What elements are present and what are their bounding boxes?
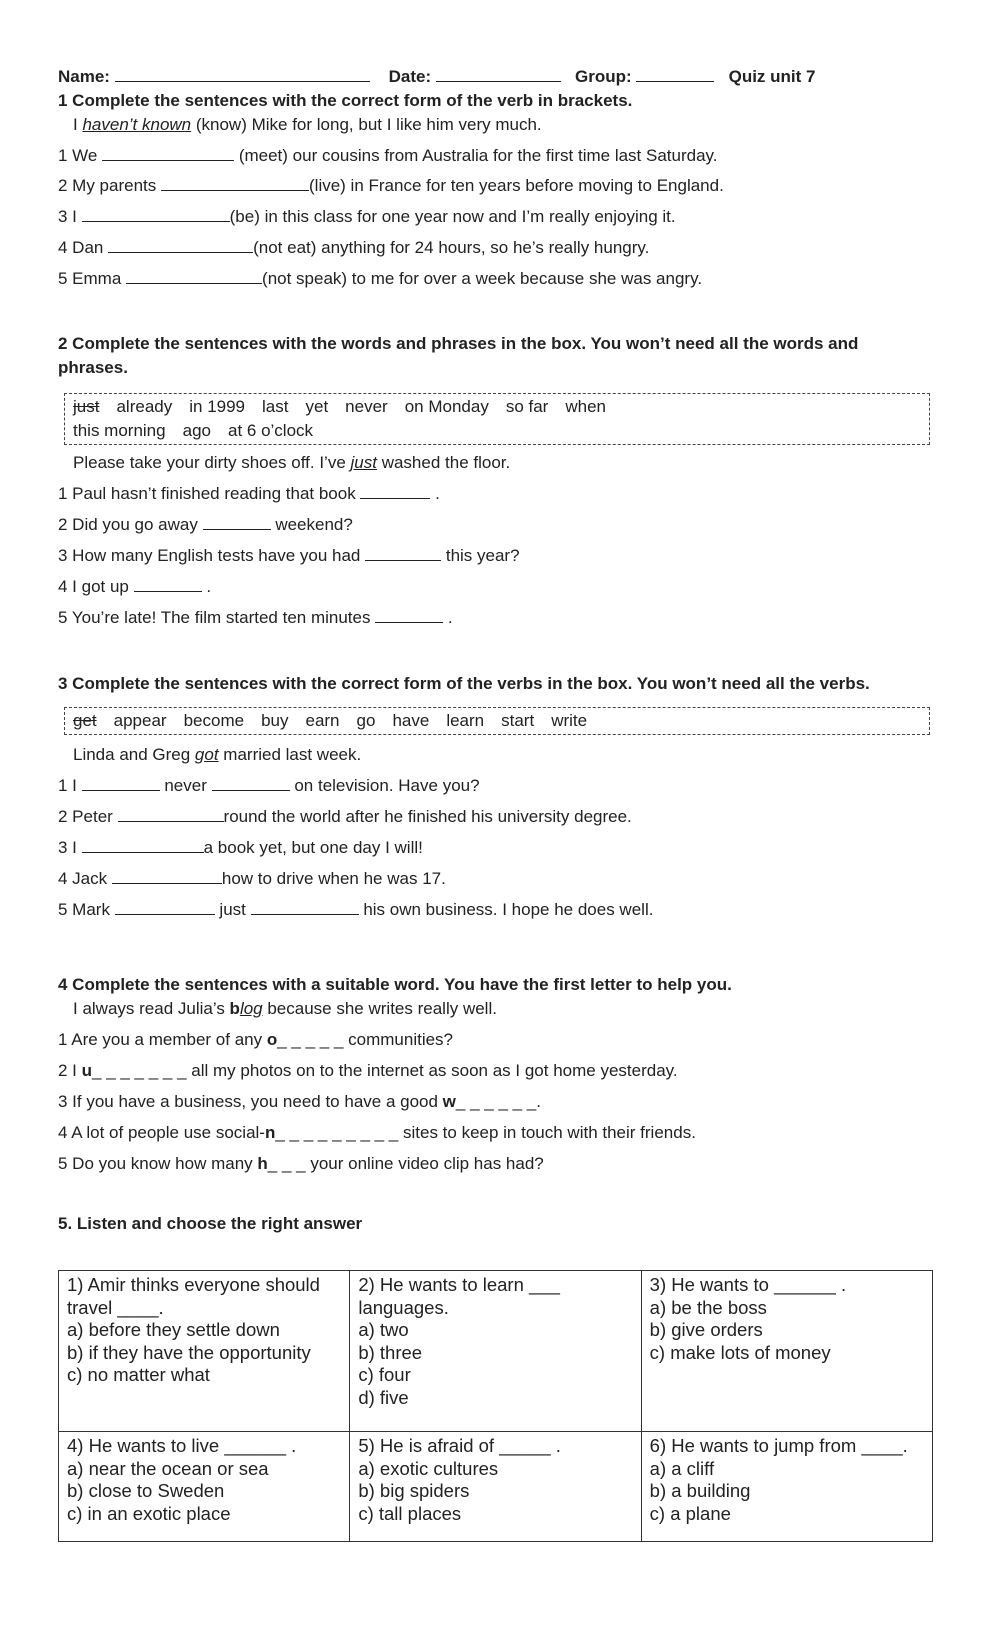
question-text: 6) He wants to jump from ____. (649, 1435, 908, 1456)
section2-item (58, 483, 440, 505)
letter-blanks[interactable]: _ _ _ _ _ (277, 1030, 344, 1049)
answer-option[interactable]: c) make lots of money (649, 1341, 831, 1363)
section1-example (73, 114, 542, 136)
word-box-item: yet (305, 397, 329, 416)
section1-item (58, 237, 649, 259)
answer-option[interactable]: b) a building (649, 1480, 751, 1501)
item-text: 4 A lot of people use social- (58, 1123, 265, 1142)
word-box-row (73, 419, 921, 443)
verb-box-item: appear (113, 711, 167, 730)
word-box-item: already (116, 397, 173, 416)
first-letter: u (81, 1061, 93, 1080)
item-text: weekend? (270, 515, 353, 534)
item-text: 3 How many English tests have you had (58, 546, 366, 565)
question-text: 2) He wants to learn ___ (358, 1274, 560, 1295)
item-text: 1 We (58, 146, 103, 165)
answer-option[interactable]: d) five (358, 1386, 409, 1408)
answer-option[interactable]: c) tall places (358, 1502, 462, 1524)
item-text: how to drive when he was 17. (221, 869, 446, 888)
word-box-item: so far (505, 397, 549, 416)
section3-item (58, 837, 423, 859)
section4-heading: 4 Complete the sentences with a suitable word. You have the first letter to help you. (58, 975, 732, 994)
item-text: (meet) our cousins from Australia for the first time last Saturday. (234, 146, 718, 165)
question-cell (59, 1432, 350, 1542)
section2-item (58, 607, 453, 629)
answer-option[interactable]: c) four (358, 1364, 411, 1385)
item-text: 3 I (58, 207, 82, 226)
question-text: 4) He wants to live ______ . (67, 1435, 297, 1456)
name-field[interactable] (115, 66, 370, 82)
item-text: 1 Are you a member of any (58, 1030, 267, 1049)
answer-option[interactable]: c) no matter what (67, 1364, 210, 1385)
table-row (59, 1432, 933, 1542)
answer-option[interactable]: c) in an exotic place (67, 1502, 231, 1524)
answer-blank[interactable] (360, 483, 430, 499)
word-box-item: when (565, 397, 606, 416)
word-box-item: just (73, 397, 100, 416)
answer-option[interactable]: a) two (358, 1319, 409, 1340)
word-box (64, 393, 930, 445)
answer-blank[interactable] (161, 175, 309, 191)
answer-option[interactable]: a) be the boss (649, 1296, 767, 1318)
section3-heading: 3 Complete the sentences with the correct form of the verbs in the box. You won’t need all the verbs. (58, 674, 870, 693)
answer-option[interactable]: c) a plane (649, 1502, 731, 1524)
letter-blanks[interactable]: _ _ _ (267, 1154, 306, 1173)
verb-box-item: earn (305, 711, 340, 730)
example-text: Please take your dirty shoes off. I’ve (73, 453, 351, 472)
item-text: 2 Did you go away (58, 515, 203, 534)
answer-blank[interactable] (108, 237, 253, 253)
question-text: 5) He is afraid of _____ . (358, 1435, 561, 1456)
first-letter: n (264, 1123, 276, 1142)
answer-blank[interactable] (365, 545, 441, 561)
answer-option[interactable]: b) big spiders (358, 1480, 470, 1501)
item-text: 5 Mark (58, 900, 115, 919)
section4-example (73, 998, 497, 1020)
item-text: on television. Have you? (289, 776, 480, 795)
section3-item (58, 899, 653, 921)
name-label: Name: (58, 67, 110, 86)
item-text: . (536, 1092, 541, 1111)
example-answer: got (194, 745, 219, 764)
word-box-item: at 6 o’clock (227, 421, 314, 440)
section1-heading: 1 Complete the sentences with the correct form of the verb in brackets. (58, 91, 633, 110)
date-field[interactable] (436, 66, 561, 82)
question-cell (59, 1271, 350, 1432)
item-text: 5 Emma (58, 269, 127, 288)
word-box-item: in 1999 (189, 397, 246, 416)
section1-item (58, 206, 676, 228)
answer-blank[interactable] (82, 775, 160, 791)
verb-box-item: become (183, 711, 245, 730)
word-box-item: last (262, 397, 289, 416)
section4-item (58, 1122, 696, 1144)
example-text: washed the floor. (376, 453, 511, 472)
group-label: Group: (575, 67, 632, 86)
first-letter: h (257, 1154, 268, 1173)
word-box-row (73, 395, 921, 419)
example-answer: haven’t known (82, 115, 192, 134)
example-text: Linda and Greg (73, 745, 195, 764)
answer-option[interactable]: a) before they settle down (67, 1319, 280, 1340)
section4-item (58, 1060, 678, 1082)
item-text: (not speak) to me for over a week because she was angry. (262, 269, 703, 288)
question-text: 1) Amir thinks everyone should (67, 1274, 320, 1295)
example-text: (know) Mike for long, but I like him very much. (191, 115, 542, 134)
item-text: 4 Dan (58, 238, 109, 257)
group-field[interactable] (636, 66, 714, 82)
item-text: his own business. I hope he does well. (358, 900, 654, 919)
word-box-item: ago (182, 421, 211, 440)
answer-blank[interactable] (375, 607, 443, 623)
example-text: because she writes really well. (262, 999, 497, 1018)
section1-item (58, 268, 702, 290)
example-answer: just (350, 453, 377, 472)
item-text: (be) in this class for one year now and I’m really enjoying it. (229, 207, 676, 226)
item-text: 2 I (58, 1061, 82, 1080)
word-box-item: on Monday (404, 397, 489, 416)
item-text: 2 My parents (58, 176, 161, 195)
answer-option[interactable]: b) close to Sweden (67, 1480, 225, 1501)
header-row (58, 66, 815, 88)
section2-heading-cont: phrases. (58, 358, 128, 377)
answer-option[interactable]: b) if they have the opportunity (67, 1341, 311, 1363)
first-letter: o (266, 1030, 278, 1049)
item-text: 5 Do you know how many (58, 1154, 258, 1173)
answer-option[interactable]: a) a cliff (649, 1457, 715, 1479)
item-text: 5 You’re late! The film started ten minutes (58, 608, 376, 627)
answer-blank[interactable] (212, 775, 290, 791)
item-text: never (159, 776, 212, 795)
item-text: your online video clip has had? (305, 1154, 544, 1173)
section2-item (58, 514, 353, 536)
verb-box-item: have (392, 711, 430, 730)
item-text: 4 Jack (58, 869, 112, 888)
word-box-item: never (345, 397, 388, 416)
question-cell (641, 1432, 932, 1542)
section2-item (58, 576, 211, 598)
word-box-item: this morning (73, 421, 166, 440)
answer-blank[interactable] (126, 268, 262, 284)
question-cell (350, 1271, 641, 1432)
example-text: I always read Julia’s (73, 999, 230, 1018)
section1-item (58, 145, 718, 167)
answer-blank[interactable] (82, 206, 230, 222)
example-answer: log (239, 999, 263, 1018)
answer-option[interactable]: a) near the ocean or sea (67, 1457, 269, 1479)
item-text: 1 I (58, 776, 82, 795)
section3-item (58, 775, 480, 797)
quiz-title: Quiz unit 7 (728, 67, 816, 86)
listening-table (58, 1270, 933, 1542)
verb-box-item: write (551, 711, 588, 730)
section2-item (58, 545, 520, 567)
verb-box-item: learn (446, 711, 485, 730)
first-letter: w (442, 1092, 456, 1111)
item-text: . (443, 608, 453, 627)
answer-blank[interactable] (134, 576, 202, 592)
item-text: this year? (441, 546, 520, 565)
question-cell (350, 1432, 641, 1542)
first-letter: b (229, 999, 240, 1018)
section4-item (58, 1029, 453, 1051)
answer-blank[interactable] (203, 514, 271, 530)
section4-item (58, 1091, 541, 1113)
answer-option[interactable]: a) exotic cultures (358, 1457, 499, 1479)
example-text: married last week. (218, 745, 362, 764)
question-text: languages. (358, 1296, 449, 1318)
item-text: 4 I got up (58, 577, 134, 596)
answer-blank[interactable] (115, 899, 215, 915)
letter-blanks[interactable]: _ _ _ _ _ _ _ (92, 1061, 187, 1080)
verb-box-item: buy (261, 711, 289, 730)
item-text: 2 Peter (58, 807, 118, 826)
item-text: 1 Paul hasn’t finished reading that book (58, 484, 361, 503)
section2-example (73, 452, 510, 474)
item-text: (live) in France for ten years before moving to England. (309, 176, 724, 195)
item-text: communities? (343, 1030, 454, 1049)
section3-item (58, 806, 632, 828)
example-text: I (73, 115, 83, 134)
item-text: round the world after he finished his university degree. (223, 807, 632, 826)
item-text: all my photos on to the internet as soon as I got home yesterday. (186, 1061, 678, 1080)
answer-blank[interactable] (251, 899, 359, 915)
item-text: sites to keep in touch with their friends. (398, 1123, 696, 1142)
item-text: . (430, 484, 440, 503)
verb-box (64, 707, 930, 735)
item-text: . (201, 577, 212, 596)
section4-item (58, 1153, 544, 1175)
section3-example (73, 744, 361, 766)
section5-heading: 5. Listen and choose the right answer (58, 1214, 363, 1233)
verb-box-item: go (356, 711, 376, 730)
section1-item (58, 175, 724, 197)
answer-option[interactable]: b) give orders (649, 1319, 763, 1340)
letter-blanks[interactable]: _ _ _ _ _ _ _ _ _ (275, 1123, 399, 1142)
answer-blank[interactable] (118, 806, 224, 822)
item-text: 3 I (58, 838, 82, 857)
answer-option[interactable]: b) three (358, 1341, 423, 1363)
verb-box-item: start (501, 711, 535, 730)
date-label: Date: (388, 67, 432, 86)
table-row (59, 1271, 933, 1432)
section2-heading: 2 Complete the sentences with the words and phrases in the box. You won’t need all the words and (58, 334, 859, 353)
answer-blank[interactable] (102, 145, 234, 161)
item-text: (not eat) anything for 24 hours, so he’s really hungry. (253, 238, 650, 257)
question-text: 3) He wants to ______ . (649, 1274, 847, 1295)
item-text: a book yet, but one day I will! (203, 838, 423, 857)
section3-item (58, 868, 446, 890)
question-cell (641, 1271, 932, 1432)
letter-blanks[interactable]: _ _ _ _ _ _ (455, 1092, 537, 1111)
verb-box-item: get (73, 711, 97, 730)
question-text: travel ____. (67, 1296, 164, 1318)
answer-blank[interactable] (82, 837, 204, 853)
answer-blank[interactable] (112, 868, 222, 884)
item-text: just (214, 900, 251, 919)
item-text: 3 If you have a business, you need to have a good (58, 1092, 443, 1111)
